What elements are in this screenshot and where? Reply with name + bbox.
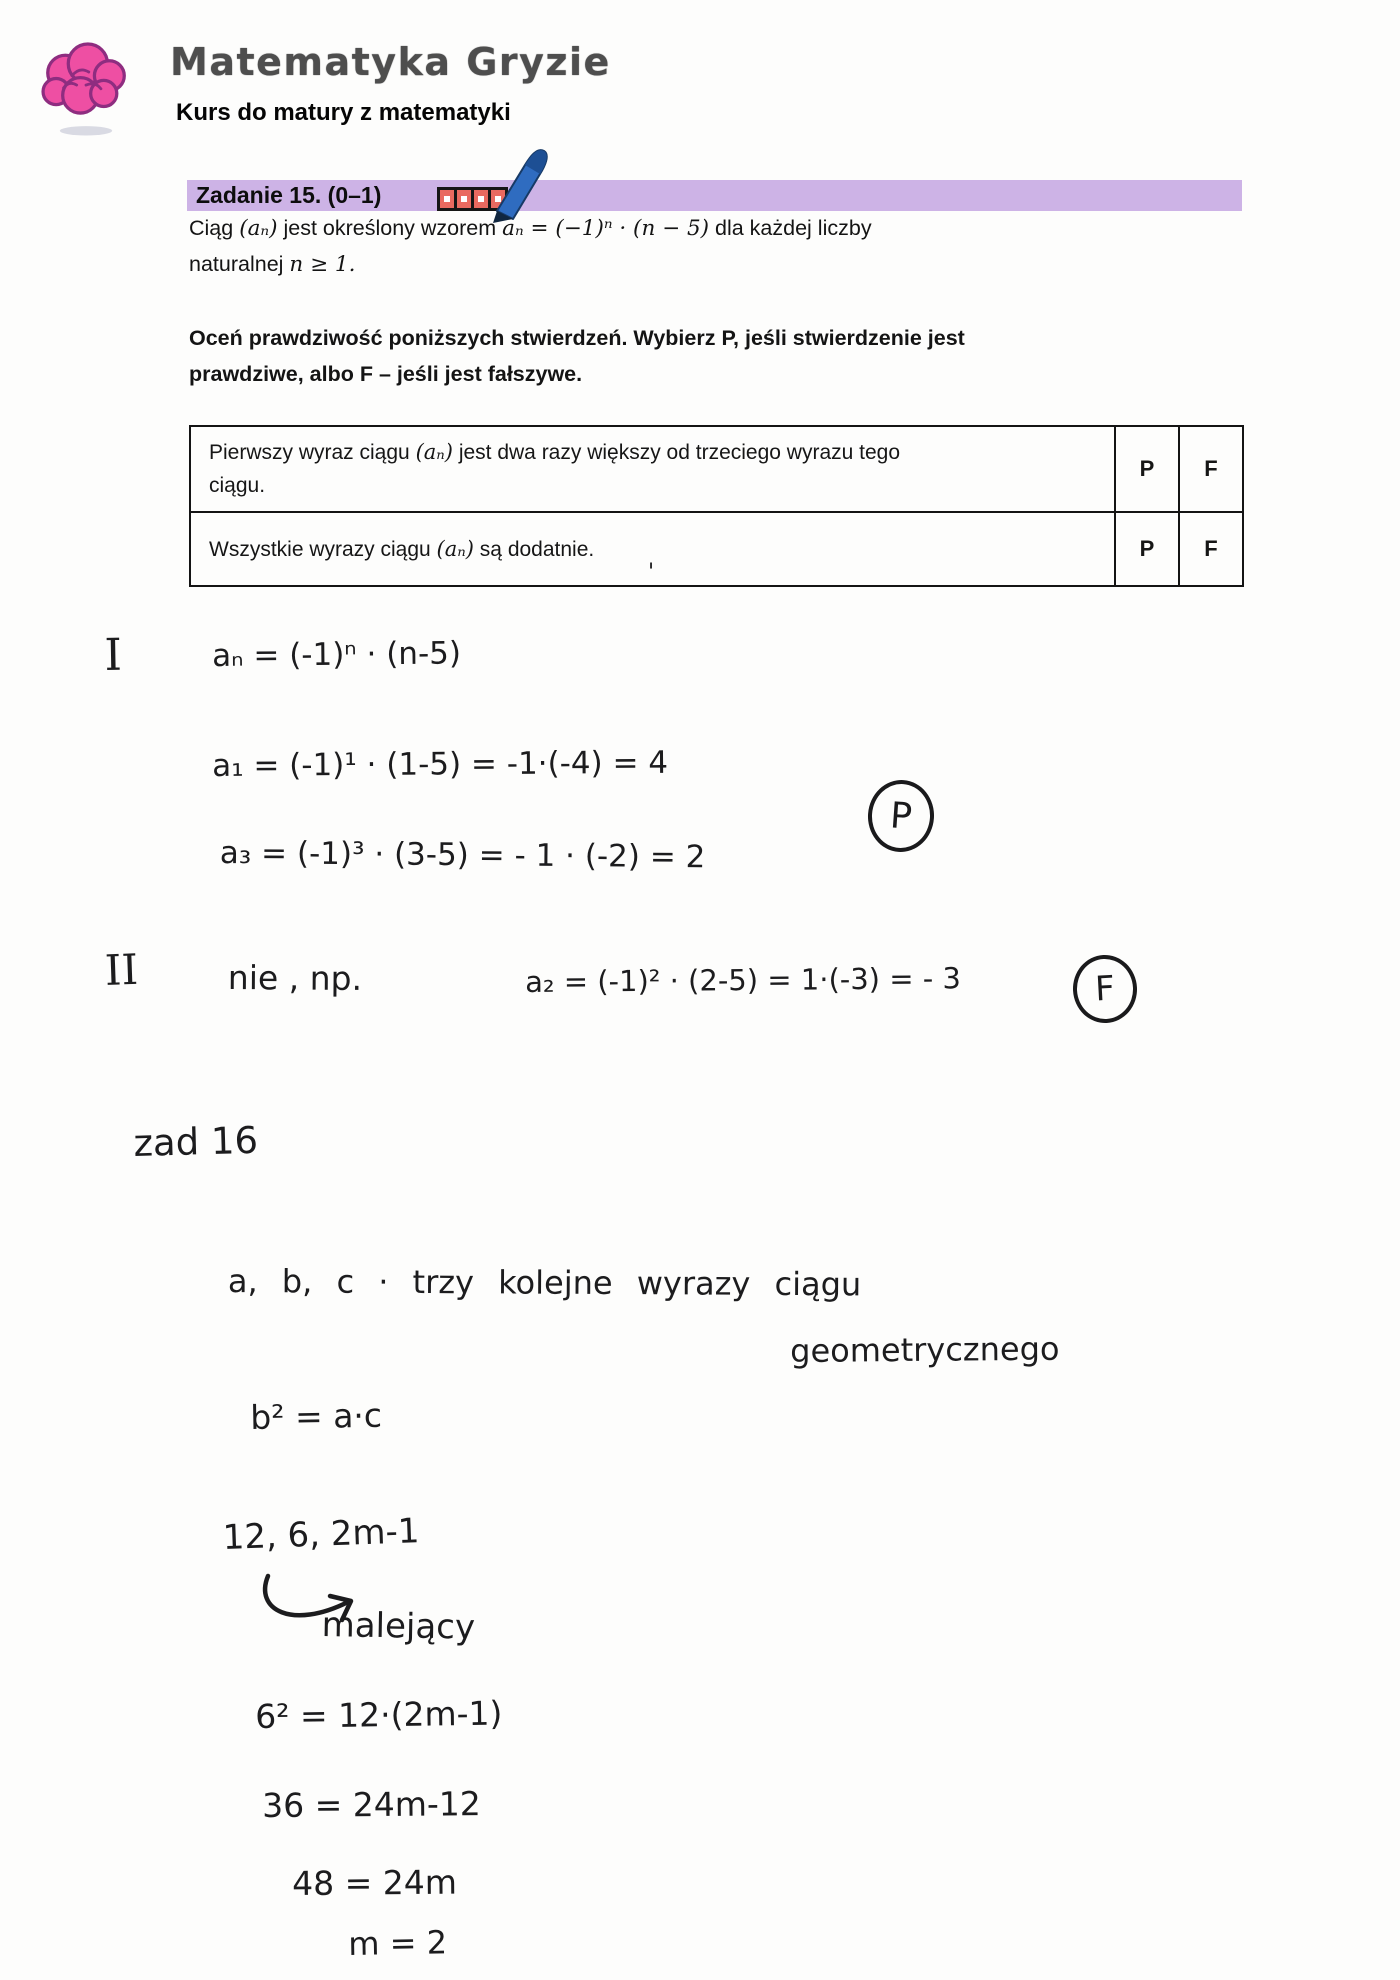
pen-icon	[487, 139, 549, 223]
instruction-line-1: Oceń prawdziwość poniższych stwierdzeń. Wybierz P, jeśli stwierdzenie jest	[189, 326, 965, 350]
handwritten-general-formula: aₙ = (-1)ⁿ · (n-5)	[212, 635, 462, 674]
problem-text: jest określony wzorem	[277, 216, 503, 240]
problem-line-2	[189, 252, 355, 277]
handwritten-geometric-property: b² = a·c	[250, 1395, 383, 1437]
task-title: Zadanie 15. (0–1)	[196, 182, 382, 208]
table-row	[191, 511, 1242, 585]
problem-text: Ciąg	[189, 216, 240, 240]
statement-text: Wszystkie wyrazy ciągu (aₙ) są dodatnie.	[209, 536, 595, 561]
circled-verdict-f: F	[1071, 953, 1138, 1024]
answer-p-cell[interactable]: P	[1114, 513, 1178, 585]
handwritten-solution: m = 2	[348, 1923, 448, 1963]
statement-text: Pierwszy wyraz ciągu (aₙ) jest dwa razy większy od trzeciego wyrazu tego	[209, 440, 901, 464]
brand-subtitle: Kurs do matury z matematyki	[176, 99, 511, 126]
domain-condition: n ≥ 1.	[289, 252, 356, 277]
statements-table	[189, 425, 1244, 587]
handwritten-part2-label: II	[104, 944, 139, 995]
handwritten-a2-computation: a₂ = (-1)² · (2-5) = 1·(-3) = - 3	[525, 961, 962, 999]
checkbox-square-icon	[457, 190, 471, 208]
sequence-formula: aₙ = (−1)ⁿ · (n − 5)	[502, 216, 710, 241]
task-banner	[187, 180, 1242, 211]
instruction-line-2: prawdziwe, albo F – jeśli jest fałszywe.	[189, 362, 583, 386]
checkbox-square-icon	[440, 190, 454, 208]
sequence-symbol: (aₙ)	[239, 216, 278, 241]
handwritten-equation-2: 36 = 24m-12	[262, 1784, 482, 1825]
handwritten-a1-computation: a₁ = (-1)¹ · (1-5) = -1·(-4) = 4	[212, 744, 669, 784]
handwritten-sequence-terms: 12, 6, 2m-1	[222, 1511, 421, 1558]
problem-text: naturalnej	[189, 252, 290, 276]
table-row	[191, 427, 1242, 511]
handwritten-geometric-given-2: geometrycznego	[790, 1329, 1060, 1370]
handwritten-a3-computation: a₃ = (-1)³ · (3-5) = - 1 · (-2) = 2	[219, 835, 706, 876]
brain-icon	[30, 32, 142, 140]
stray-pen-mark: '	[648, 560, 655, 585]
problem-text: dla każdej liczby	[709, 216, 872, 240]
handwritten-equation-3: 48 = 24m	[292, 1862, 458, 1903]
brand-title: Matematyka Gryzie	[170, 40, 611, 84]
circled-verdict-p: P	[866, 778, 937, 854]
handwritten-counterexample-note: nie , np.	[227, 958, 363, 998]
answer-f-cell[interactable]: F	[1178, 513, 1242, 585]
handwritten-geometric-given: a, b, c · trzy kolejne wyrazy ciągu	[227, 1262, 862, 1304]
handwritten-part1-label: I	[104, 629, 123, 681]
handwritten-decreasing-note: malejący	[321, 1605, 476, 1648]
statement-cell	[191, 427, 1114, 511]
answer-p-cell[interactable]: P	[1114, 427, 1178, 511]
handwritten-equation-1: 6² = 12·(2m-1)	[255, 1693, 503, 1736]
problem-line-1	[189, 216, 872, 241]
checkbox-square-icon	[474, 190, 488, 208]
statement-text: ciągu.	[209, 474, 266, 497]
handwritten-task16-heading: zad 16	[133, 1118, 259, 1165]
answer-f-cell[interactable]: F	[1178, 427, 1242, 511]
